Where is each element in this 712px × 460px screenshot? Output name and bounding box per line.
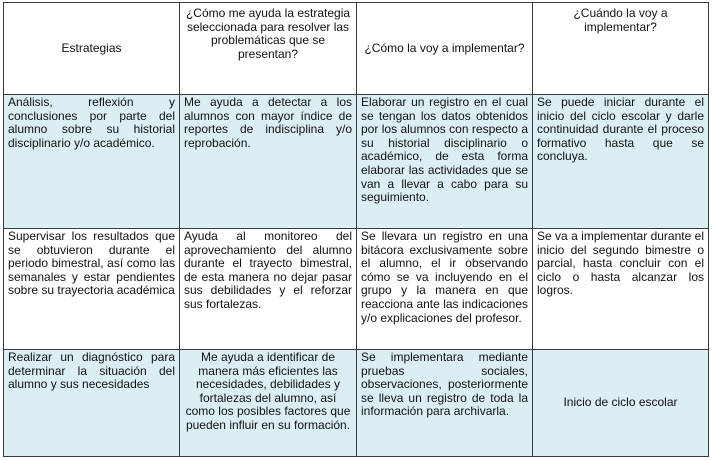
table-cell: Se puede iniciar durante el inicio del ciclo escolar y darle continuidad durante el proceso formativo hasta que se concluya. bbox=[533, 95, 709, 229]
table-cell: Me ayuda a identificar de manera más eficientes las necesidades, debilidades y fortalezas del alumno, así como los posibles factores que pueden influir en su formación. bbox=[180, 350, 357, 457]
table-cell: Se llevara un registro en una bitácora exclusivamente sobre el alumno, el ir observando cómo se va incluyendo en el grupo y la manera en que reacciona ante las indicaciones y/o explicaciones del profesor. bbox=[357, 229, 533, 350]
table-cell: Se va a implementar durante el inicio del segundo bimestre o parcial, hasta concluir con el ciclo o hasta alcanzar los logros. bbox=[533, 229, 709, 350]
strategies-table bbox=[3, 2, 709, 457]
table-cell: Ayuda al monitoreo del aprovechamiento del alumno durante el trayecto bimestral, de esta manera no dejar pasar sus debilidades y el reforzar sus fortalezas. bbox=[180, 229, 357, 350]
table-header-row bbox=[4, 3, 709, 95]
table-cell: Elaborar un registro en el cual se tengan los datos obtenidos por los alumnos con respecto a su historial disciplinario o académico, de esta forma elaborar las actividades que se van a llevar a cabo para su seguimiento. bbox=[357, 95, 533, 229]
table-cell: Me ayuda a detectar a los alumnos con mayor índice de reportes de indisciplina y/o reprobación. bbox=[180, 95, 357, 229]
table-cell: Análisis, reflexión y conclusiones por parte del alumno sobre su historial disciplinario y/o académico. bbox=[4, 95, 180, 229]
table-cell: Realizar un diagnóstico para determinar la situación del alumno y sus necesidades bbox=[4, 350, 180, 457]
header-estrategias: Estrategias bbox=[4, 3, 180, 95]
table-row bbox=[4, 229, 709, 350]
header-como-ayuda: ¿Cómo me ayuda la estrategia seleccionada para resolver las problemáticas que se presentan? bbox=[180, 3, 357, 95]
table-row bbox=[4, 350, 709, 457]
header-como-implementar: ¿Cómo la voy a implementar? bbox=[357, 3, 533, 95]
table-cell: Inicio de ciclo escolar bbox=[533, 350, 709, 457]
header-cuando-implementar: ¿Cuándo la voy a implementar? bbox=[533, 3, 709, 95]
table-cell: Supervisar los resultados que se obtuvieron durante el periodo bimestral, así como las semanales y estar pendientes sobre su trayectoria académica bbox=[4, 229, 180, 350]
table-cell: Se implementara mediante pruebas sociales, observaciones, posteriormente se lleva un registro de toda la información para archivarla. bbox=[357, 350, 533, 457]
table-row bbox=[4, 95, 709, 229]
